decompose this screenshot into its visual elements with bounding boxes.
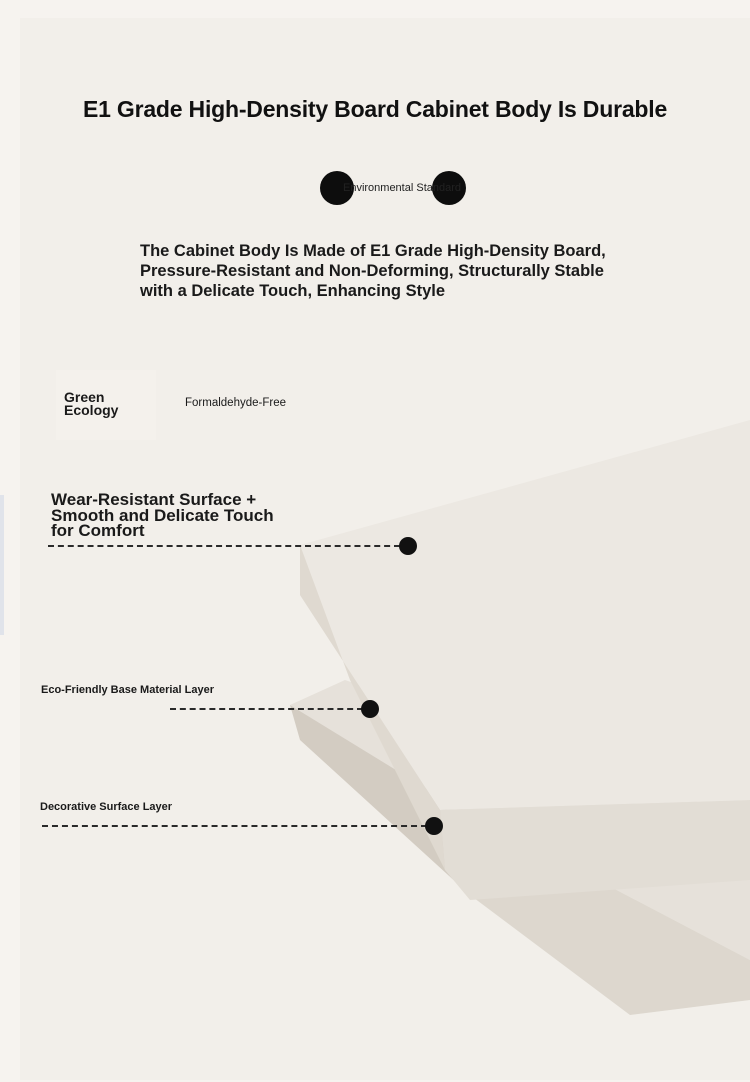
decorative-layer-callout: Decorative Surface Layer (40, 801, 173, 813)
decorative-leader-line (42, 825, 427, 827)
environmental-badge (320, 171, 468, 207)
badge-label: Environmental Standard (342, 182, 461, 194)
base-leader-line (170, 708, 363, 710)
decorative-pin-icon (425, 817, 443, 835)
wear-resistant-callout: Wear-Resistant Surface + Smooth and Delicate Touch for Comfort (51, 490, 274, 540)
wear-pin-icon (399, 537, 417, 555)
page-title: E1 Grade High-Density Board Cabinet Body Is Durable (82, 96, 668, 122)
base-layer-callout: Eco-Friendly Base Material Layer (41, 684, 215, 696)
wear-leader-line (48, 545, 400, 547)
description-text: The Cabinet Body Is Made of E1 Grade High-Density Board, Pressure-Resistant and Non-Deforming, Structurally Stable with a Delicate Touch, Enhancing Style (140, 242, 606, 300)
green-ecology-label: Green Ecology (64, 389, 119, 418)
formaldehyde-free-label: Formaldehyde-Free (185, 397, 286, 409)
base-pin-icon (361, 700, 379, 718)
